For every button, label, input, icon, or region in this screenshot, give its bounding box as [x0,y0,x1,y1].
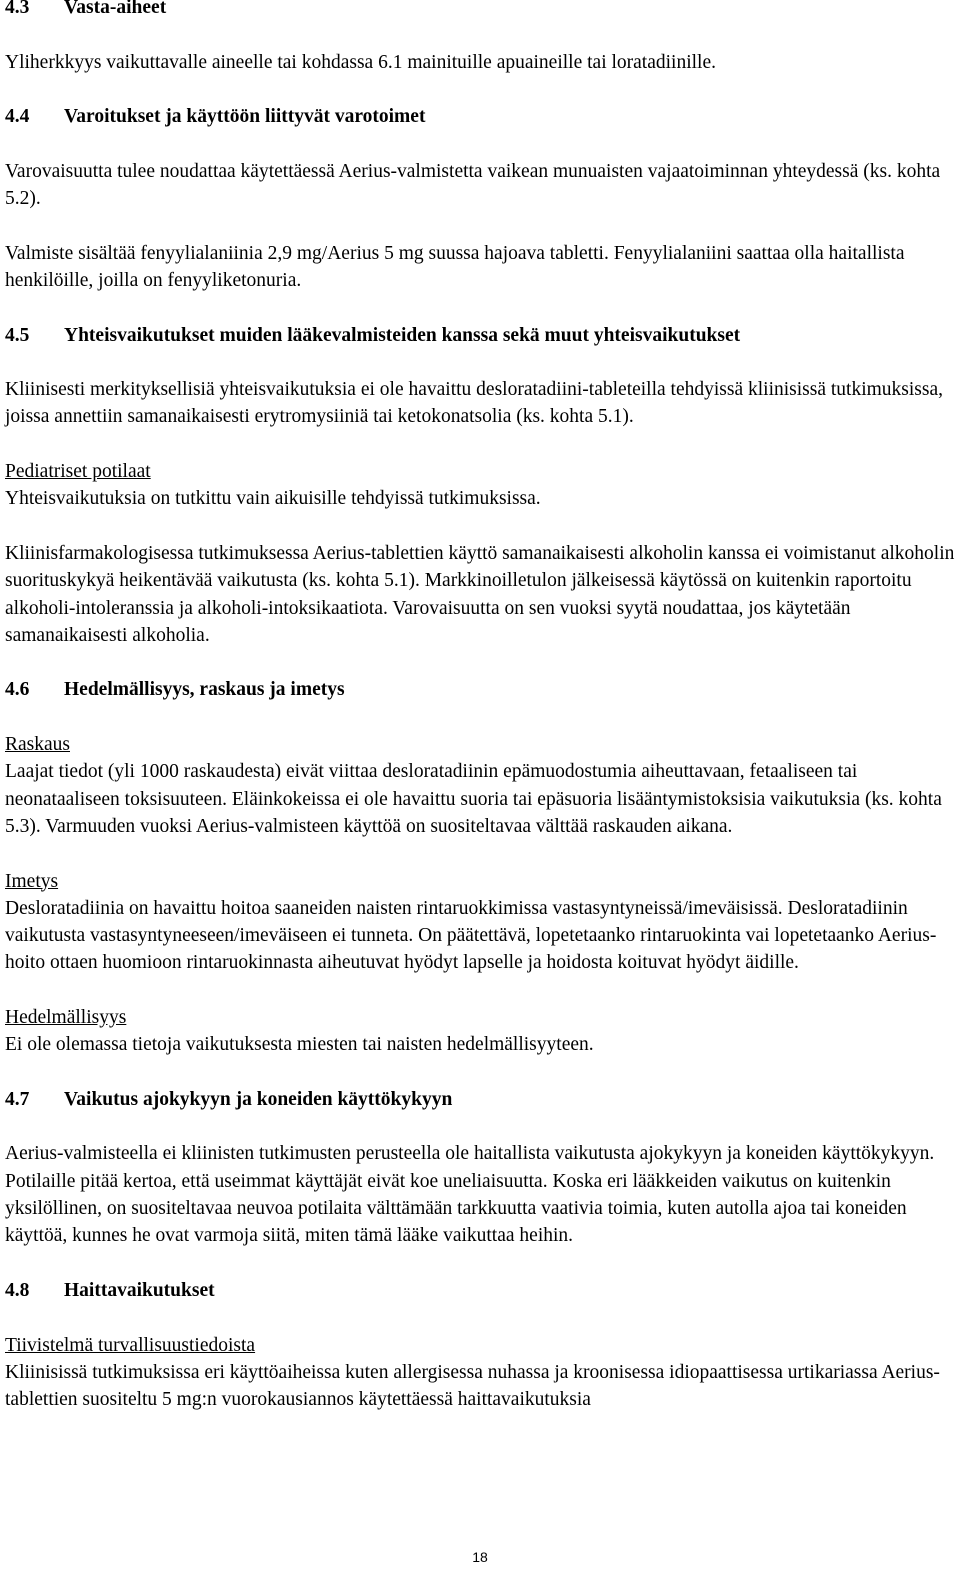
paragraph: Kliinisesti merkityksellisiä yhteisvaikutuksia ei ole havaittu desloratadiini-tableteilla tehdyissä kliinisissä tutkimuksissa, joissa annettiin samanaikaisesti erytromysiiniä tai ketokonatsolia (ks. kohta 5.1). [5,379,944,428]
paragraph: Aerius-valmisteella ei kliinisten tutkimusten perusteella ole haitallista vaikutusta ajokykyyn ja koneiden käyttökykyyn. Potilaille pitää kertoa, että useimmat käyttäjät eivät koe uneliaisuutta. Koska eri lääkkeiden vaikutus on kuitenkin yksilöllinen, on suositeltavaa neuvoa potilaita välttämään tarkkuutta vaativia toimia, kuten autolla ajoa tai koneiden käyttöä, kunnes he ovat varmoja siitä, miten tämä lääke vaikuttaa heihin. [5,1143,935,1247]
paragraph: Valmiste sisältää fenyylialaniinia 2,9 mg/Aerius 5 mg suussa hajoava tabletti. Fenyylialaniini saattaa olla haitallista henkilöille, joilla on fenyyliketonuria. [5,242,905,291]
subheading-pregnancy: Raskaus [5,734,70,756]
subheading-breastfeeding: Imetys [5,870,59,892]
section-heading-4-3: 4.3 Vasta-aiheet [5,0,167,18]
paragraph: Yhteisvaikutuksia on tutkittu vain aikuisille tehdyissä tutkimuksissa. [5,488,541,510]
section-heading-4-8: 4.8 Haittavaikutukset [5,1279,215,1301]
subheading-fertility: Hedelmällisyys [5,1006,127,1028]
paragraph: Kliinisfarmakologisessa tutkimuksessa Aerius-tablettien käyttö samanaikaisesti alkoholin kanssa ei voimistanut alkoholin suorituskykyä heikentävää vaikutusta (ks. kohta 5.1). Markkinoilletulon jälkeisessä käytössä on kuitenkin raportoitu alkoholi-intoleranssia ja alkoholi-intoksikaatiota. Varovaisuutta on sen vuoksi syytä noudattaa, jos käytetään samanaikaisesti alkoholia. [5,542,955,646]
subheading-pediatric: Pediatriset potilaat [5,461,151,483]
section-heading-4-7: 4.7 Vaikutus ajokykyyn ja koneiden käyttökykyyn [5,1088,453,1110]
paragraph: Laajat tiedot (yli 1000 raskaudesta) eivät viittaa desloratadiinin epämuodostumia aiheuttavaan, fetaaliseen tai neonataaliseen toksisuuteen. Eläinkokeissa ei ole havaittu suoria tai epäsuoria lisääntymistoksisia vaikutuksia (ks. kohta 5.3). Varmuuden vuoksi Aerius-valmisteen käyttöä on suositeltavaa välttää raskauden aikana. [5,761,942,837]
paragraph: Ei ole olemassa tietoja vaikutuksesta miesten tai naisten hedelmällisyyteen. [5,1034,594,1056]
paragraph: Desloratadiinia on havaittu hoitoa saaneiden naisten rintaruokkimissa vastasyntyneissä/imeväisissä. Desloratadiinin vaikutusta vastasyntyneeseen/imeväiseen ei tunneta. On päätettävä, lopetetaanko rintaruokinta vai lopetetaanko Aerius-hoito ottaen huomioon rintaruokinnasta aiheutuvat hyödyt lapselle ja hoidosta koituvat hyödyt äidille. [5,897,937,974]
paragraph: Varovaisuutta tulee noudattaa käytettäessä Aerius-valmistetta vaikean munuaisten vajaatoiminnan yhteydessä (ks. kohta 5.2). [5,160,941,210]
page-number: 18 [472,1549,488,1565]
section-heading-4-5: 4.5 Yhteisvaikutukset muiden lääkevalmisteiden kanssa sekä muut yhteisvaikutukset [5,324,741,346]
subheading-safety-summary: Tiivistelmä turvallisuustiedoista [5,1334,256,1356]
paragraph: Yliherkkyys vaikuttavalle aineelle tai kohdassa 6.1 mainituille apuaineille tai loratadiinille. [5,51,716,73]
section-heading-4-6: 4.6 Hedelmällisyys, raskaus ja imetys [5,679,345,701]
paragraph: Kliinisissä tutkimuksissa eri käyttöaiheissa kuten allergisessa nuhassa ja kroonisessa idiopaattisessa urtikariassa Aerius-tablettien suositeltu 5 mg:n vuorokausiannos käytettäessä haittavaikutuksia [5,1361,940,1411]
document-page [5,0,957,1413]
section-heading-4-4: 4.4 Varoitukset ja käyttöön liittyvät varotoimet [5,106,426,128]
